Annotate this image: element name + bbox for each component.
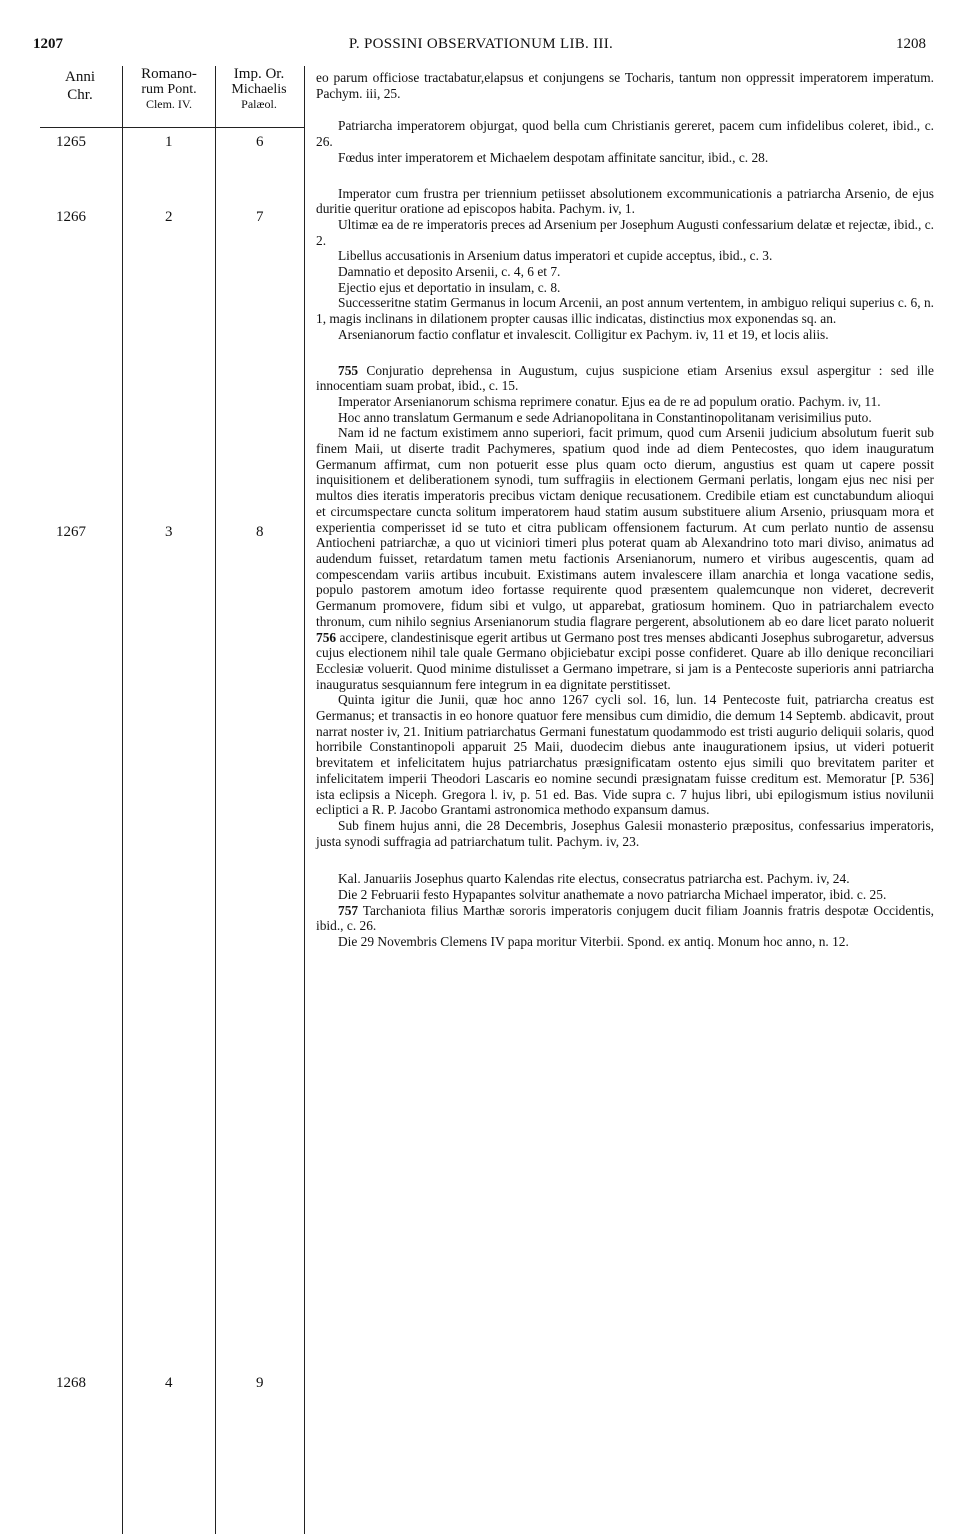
anni-value: 1266 <box>56 209 86 225</box>
paragraph: Imperator Arsenianorum schisma reprimere conatur. Ejus ea de re ad populum oratio. Pachym. iv, 11. <box>338 393 881 409</box>
pont-value: 1 <box>165 134 173 150</box>
running-header <box>0 36 962 56</box>
paragraph: Die 2 Februarii festo Hypapantes solvitur anathemate a novo patriarcha Michael imperator, ibid. c. 25. <box>338 887 887 903</box>
page-marker: 757 <box>338 902 359 918</box>
anni-value: 1267 <box>56 524 86 540</box>
column-head-line: Michaelis <box>231 82 287 97</box>
paragraph: Hoc anno translatum Germanum e sede Adrianopolitana in Constantinopolitanam verisimilius puto. <box>338 409 872 425</box>
paragraph: Successeritne statim Germanus in locum Arcenii, an post annum vertentem, in ambiguo reliqui superius c. 6, n. 1, magis inclinans in dilationem propter causas illic indicatas, distinctius mox exponendas sq. an. <box>316 295 934 327</box>
paragraph: Ultimæ ea de re imperatoris preces ad Arsenium per Josephum Augusti confessarium delatæ et rejectæ, ibid., c. 2. <box>316 216 934 248</box>
column-head-anni <box>50 68 110 104</box>
column-divider <box>304 66 305 1534</box>
left-page-number: 1207 <box>33 36 63 52</box>
main-text <box>316 70 934 950</box>
paragraph: Sub finem hujus anni, die 28 Decembris, Josephus Galesii monasterio præpositus, confessarius imperatoris, justa synodi suffragia ad patriarchatum tulit. Pachym. iv, 23. <box>316 817 934 849</box>
pont-value: 2 <box>165 209 173 225</box>
paragraph <box>316 363 934 394</box>
page-marker: 755 <box>338 362 359 378</box>
header-underline <box>122 127 304 128</box>
paragraph-text: Conjuratio deprehensa in Augustum, cujus suspicione etiam Arsenius exsul aspergitur : sed ille innocentiam suam probat, ibid., c. 15. <box>316 362 934 394</box>
right-page-number: 1208 <box>896 36 926 52</box>
column-head-romano <box>124 66 214 111</box>
paragraph: Arsenianorum factio conflatur et invalescit. Colligitur ex Pachym. iv, 11 et 19, et locis aliis. <box>338 326 829 342</box>
column-head-line: Anni <box>65 69 95 85</box>
running-title: P. POSSINI OBSERVATIONUM LIB. III. <box>348 36 614 52</box>
paragraph: Ejectio ejus et deportatio in insulam, c. 8. <box>338 279 561 295</box>
column-head-imp <box>216 66 302 111</box>
column-divider <box>122 66 123 1534</box>
paragraph: Quinta igitur die Junii, quæ hoc anno 1267 cycli sol. 16, lun. 14 Pentecoste fuit, patriarcha creatus est Germanus; et transactis in eo honore quatuor fere mensibus cum dimidio, die demum 14 Septemb. abdicavit, prout narrat noster iv, 21. Initium patriarchatus Germani funestatum quodammodo est tristi augurio deliquii solaris, quod horribile Constantinopoli apparuit 25 Maii, duodecim diebus ante inaugurationem ipsius, ut videri potuerit brevitatem et infelicitatem hujus patriarchatus præsignificatam ostento ejus simili quo brevitatem pariter et infelicitatem imperii Theodori Lascaris eo nomine secundi præsignatam fuisse creditum est. Memoratur [P. 536] ista eclipsis a Niceph. Gregora l. iv, p. 51 ed. Bas. Vide supra c. 7 hujus libri, ubi epilogismum istius novilunii ecliptici a R. P. Jacobo Grantami astronomica methodo expansum damus. <box>316 692 934 818</box>
paragraph <box>316 425 934 692</box>
column-head-line: Imp. Or. <box>233 66 285 82</box>
imp-value: 8 <box>256 524 264 540</box>
page-marker: 756 <box>316 629 337 645</box>
paragraph: Damnatio et deposito Arsenii, c. 4, 6 et 7. <box>338 264 561 280</box>
paragraph: Kal. Januariis Josephus quarto Kalendas rite electus, consecratus patriarcha est. Pachym. iv, 24. <box>338 871 850 887</box>
imp-value: 6 <box>256 134 264 150</box>
anni-value: 1268 <box>56 1375 86 1391</box>
anni-value: 1265 <box>56 134 86 150</box>
paragraph: Fœdus inter imperatorem et Michaelem despotam affinitate sancitur, ibid., c. 28. <box>338 149 769 165</box>
column-head-line: Chr. <box>67 87 93 103</box>
header-underline <box>40 127 122 128</box>
column-divider <box>215 66 216 1534</box>
column-head-line: Clem. IV. <box>145 97 193 111</box>
paragraph <box>316 903 934 934</box>
paragraph-text: accipere, clandestinisque egerit artibus ut Germano post tres menses abdicanti Josephus subrogaretur, adversus cujus electionem nihil tale quale Germano objiciebatur excipi posse confideret. Quare ab illo denique reconciliari Ecclesiæ voluerit. Quod minime distulisset a Germano impetrare, si jam is a Pentecoste superioris anni patriarcha inauguratus sesquiannum fere integrum in ea dignitate perstitisset. <box>316 629 934 692</box>
pont-value: 4 <box>165 1375 173 1391</box>
imp-value: 9 <box>256 1375 264 1391</box>
column-head-line: Palæol. <box>241 97 277 111</box>
column-head-line: rum Pont. <box>141 82 197 97</box>
paragraph: Libellus accusationis in Arsenium datus imperatori et cupide acceptus, ibid., c. 3. <box>338 248 773 264</box>
paragraph-text: Tarchaniota filius Marthæ sororis imperatoris conjugem ducit filiam Joannis fratris despotæ Occidentis, ibid., c. 26. <box>316 902 934 934</box>
paragraph: Die 29 Novembris Clemens IV papa moritur Viterbii. Spond. ex antiq. Monum hoc anno, n. 12. <box>338 934 849 950</box>
paragraph: eo parum officiose tractabatur,elapsus et conjungens se Tocharis, tantum non oppressit imperatorem imperatum. Pachym. iii, 25. <box>316 70 934 101</box>
paragraph: Imperator cum frustra per triennium petiisset absolutionem excommunicationis a patriarcha Arsenio, de ejus duritie queritur oratione ad episcopos habita. Pachym. iv, 1. <box>316 185 934 217</box>
column-head-line: Romano- <box>141 66 197 82</box>
paragraph-text: Nam id ne factum existimem anno superiori, facit primum, quod cum Arsenii judicium absolutum fuerit sub finem Maii, ut diserte tradit Pachymeres, spatium quod inde ad diem Pentecostes, quo idem inauguratum Germanum affirmat, cum non potuerit esse plus quam octo dierum, angustius est quam ut capere possit inquisitionem et deliberationem synodi, tum suffragiis in electionem Germani perlatis, longam ejus nec nisi per multos dies iteratis imperatoris precibus victam denique recusationem. Credibile etiam est cunctabundum alioqui et circumspectare cuncta solitum imperatorem haud statim ausum substituere alium Arsenio, priusquam mora et experientia comperisset id se tuto et citra publicam offensionem facturum. At cum perlato nuntio de assensu Antiocheni patriarchæ, a quo ut viciniori timeri plus poterat quam ab Alexandrino toto mari diviso, animatus ad audendum fuisset, retardatum tamen metu factionis Arsenianorum, numero et viribus augescentis, quam ad compescendam variis artibus incubuit. Existimans autem invalescere illam anarchia et longa vacatione sedis, populo pastorem amotum ideo fortasse requirente quod præsentem qualemcunque non videret, decreverit Germanum promovere, fidum sibi et vulgo, ut apparebat, gratiosum hominem. Quo in patriarchalem evecto thronum, cum nihilo segnius Arsenianorum studia flagrare pergerent, absolutionem ab eo dare licet parato noluerit <box>316 425 934 629</box>
pont-value: 3 <box>165 524 173 540</box>
paragraph: Patriarcha imperatorem objurgat, quod bella cum Christianis gereret, pacem cum infidelibus coleret, ibid., c. 26. <box>316 118 934 150</box>
imp-value: 7 <box>256 209 264 225</box>
